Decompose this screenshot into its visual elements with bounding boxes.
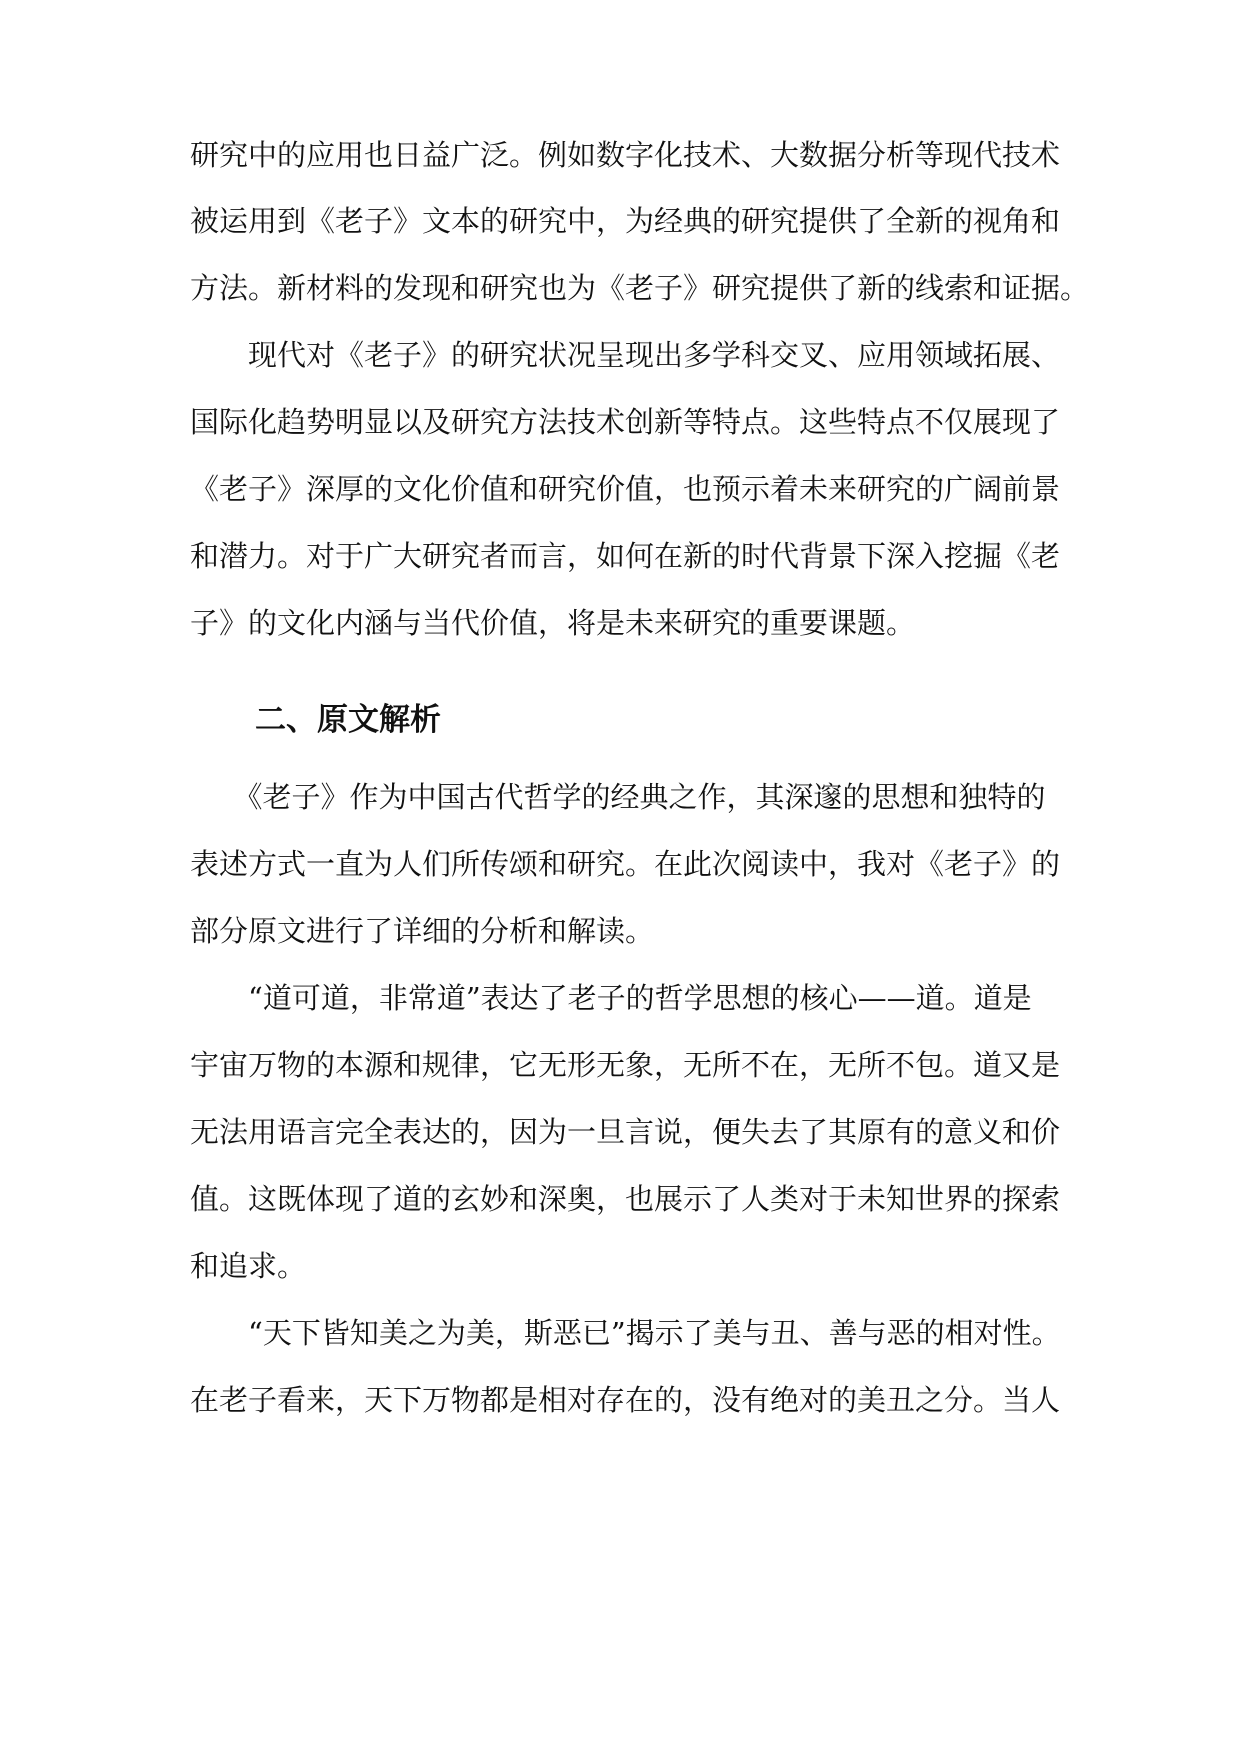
- body-text-line: 和追求。: [190, 1249, 307, 1283]
- body-text-line: 宇宙万物的本源和规律，它无形无象，无所不在，无所不包。道又是: [190, 1048, 1061, 1082]
- body-text-line: 在老子看来，天下万物都是相对存在的，没有绝对的美丑之分。当人: [190, 1383, 1061, 1417]
- body-text-line: 值。这既体现了道的玄妙和深奥，也展示了人类对于未知世界的探索: [190, 1182, 1061, 1216]
- body-text-line: 《老子》作为中国古代哲学的经典之作，其深邃的思想和独特的: [190, 780, 1046, 814]
- body-text-line: 表述方式一直为人们所传颂和研究。在此次阅读中，我对《老子》的: [190, 847, 1061, 881]
- body-text-line: 部分原文进行了详细的分析和解读。: [190, 914, 655, 948]
- body-text-line: 方法。新材料的发现和研究也为《老子》研究提供了新的线索和证据。: [190, 271, 1090, 305]
- body-text-line: 研究中的应用也日益广泛。例如数字化技术、大数据分析等现代技术: [190, 138, 1061, 172]
- section-heading: 二、原文解析: [255, 702, 441, 738]
- body-text-line: 子》的文化内涵与当代价值，将是未来研究的重要课题。: [190, 606, 916, 640]
- body-text-line: “天下皆知美之为美，斯恶已”揭示了美与丑、善与恶的相对性。: [190, 1316, 1061, 1350]
- body-text-line: 无法用语言完全表达的，因为一旦言说，便失去了其原有的意义和价: [190, 1115, 1061, 1149]
- body-text-line: 《老子》深厚的文化价值和研究价值，也预示着未来研究的广阔前景: [190, 472, 1061, 506]
- body-text-line: 被运用到《老子》文本的研究中，为经典的研究提供了全新的视角和: [190, 204, 1061, 238]
- body-text-line: 和潜力。对于广大研究者而言，如何在新的时代背景下深入挖掘《老: [190, 539, 1061, 573]
- body-text-line: 现代对《老子》的研究状况呈现出多学科交叉、应用领域拓展、: [190, 338, 1061, 372]
- body-text-line: “道可道，非常道”表达了老子的哲学思想的核心——道。道是: [190, 981, 1032, 1015]
- body-text-line: 国际化趋势明显以及研究方法技术创新等特点。这些特点不仅展现了: [190, 405, 1061, 439]
